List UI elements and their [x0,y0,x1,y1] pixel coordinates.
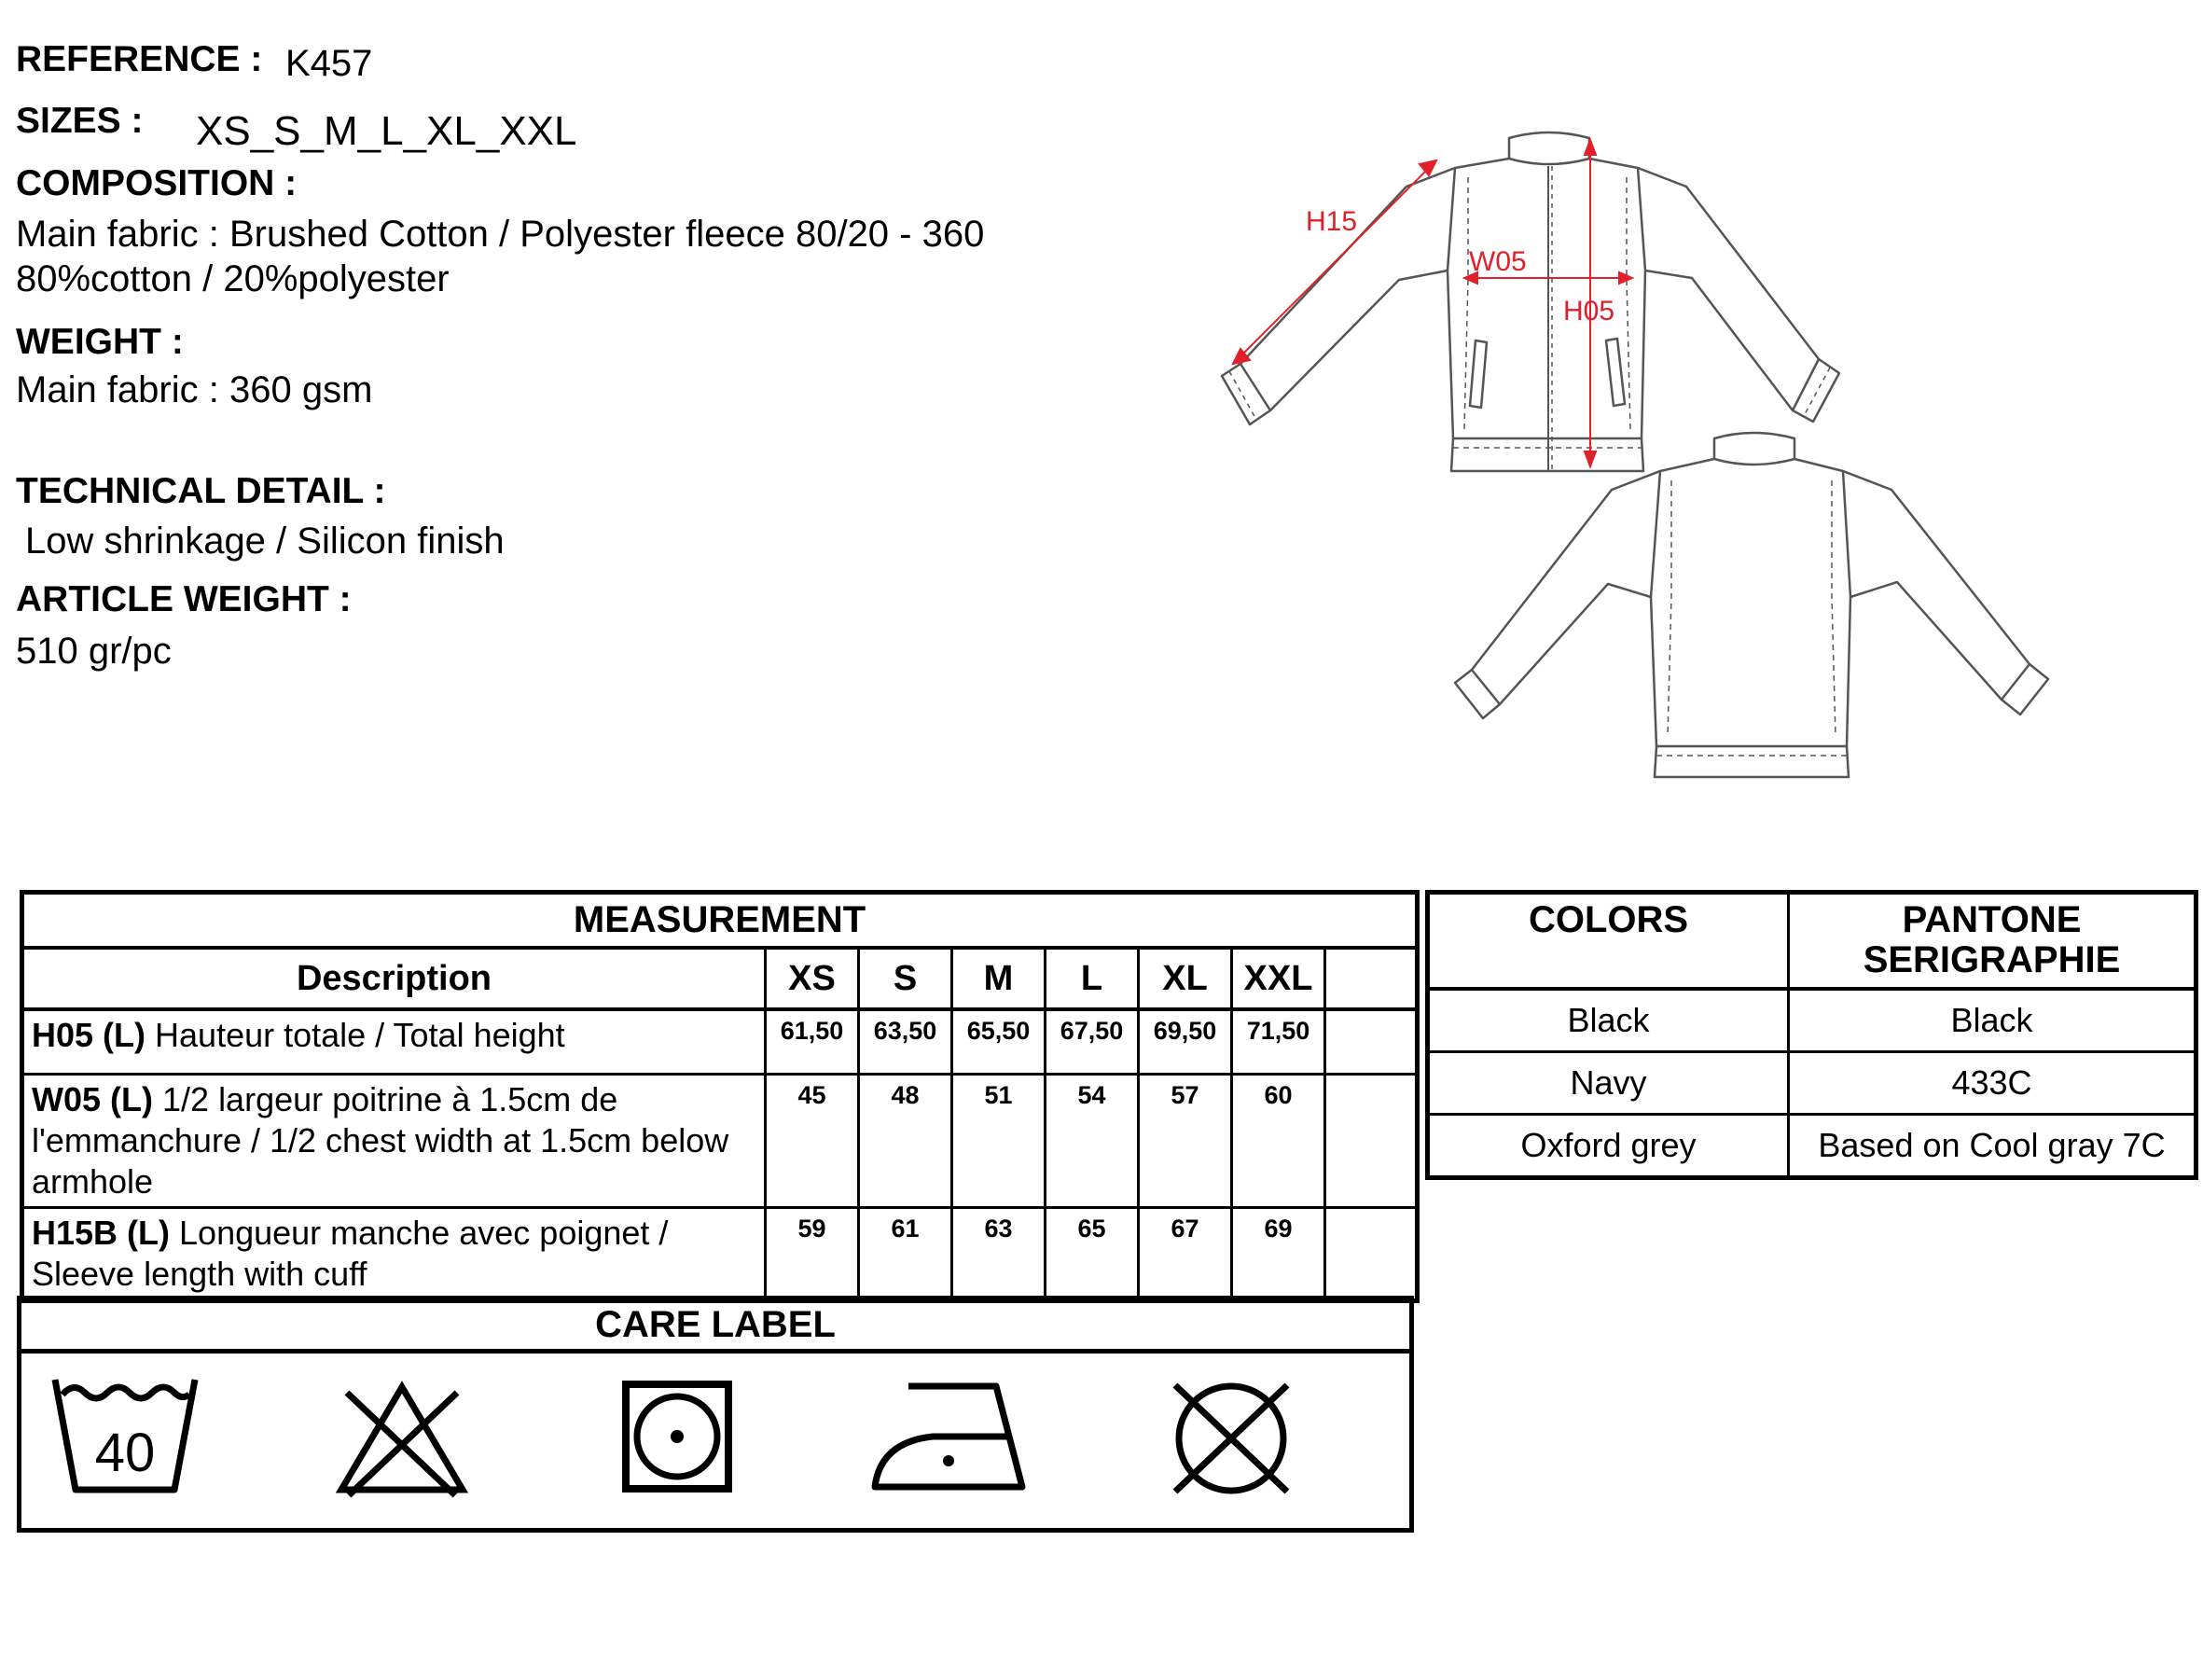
cell-value: 57 [1139,1075,1232,1208]
colors-header: COLORS [1428,893,1789,990]
cell-value: 45 [766,1075,859,1208]
cell-empty [1325,1075,1418,1208]
row-text: 1/2 largeur poitrine à 1.5cm de l'emmanchure / 1/2 chest width at 1.5cm below armhole [32,1080,729,1201]
technical-detail-label: TECHNICAL DETAIL : [16,471,386,511]
cell-value: 61 [859,1208,952,1301]
h15-arrow-head-bottom [1233,349,1250,364]
row-code: H15B (L) [32,1214,171,1252]
color-name: Oxford grey [1428,1115,1789,1178]
size-header-xl: XL [1139,948,1232,1009]
color-row [1428,1052,2196,1115]
size-header-empty [1325,948,1418,1009]
color-row [1428,989,2196,1052]
weight-value: Main fabric : 360 gsm [16,369,373,410]
care-label-title: CARE LABEL [21,1300,1409,1354]
row-text: Longueur manche avec poignet / Sleeve length with cuff [32,1214,669,1293]
wash-temperature: 40 [94,1423,156,1483]
cell-value: 65 [1046,1208,1139,1301]
colors-table [1425,890,2198,1180]
cell-value: 69,50 [1139,1009,1232,1075]
weight-label: WEIGHT : [16,322,184,362]
h05-label: H05 [1563,296,1615,326]
size-header-xs: XS [766,948,859,1009]
jacket-technical-drawing [1212,117,2089,788]
cell-value: 69 [1232,1208,1325,1301]
row-text: Hauteur totale / Total height [155,1016,565,1054]
color-name: Navy [1428,1052,1789,1115]
cell-value: 65,50 [952,1009,1046,1075]
h15-label: H15 [1306,206,1358,237]
h05-arrow-head-bottom [1585,451,1596,466]
reference-label: REFERENCE : [16,39,263,79]
pantone-header-line1: PANTONE [1902,899,2082,940]
size-header-l: L [1046,948,1139,1009]
cell-value: 59 [766,1208,859,1301]
measurement-table [20,890,1420,1303]
cell-value: 60 [1232,1075,1325,1208]
technical-detail-value: Low shrinkage / Silicon finish [25,521,505,562]
tumble-dry-low-icon [621,1380,733,1493]
cell-value: 63 [952,1208,1046,1301]
color-name: Black [1428,989,1789,1052]
w05-label: W05 [1469,246,1527,277]
cell-value: 67 [1139,1208,1232,1301]
cell-empty [1325,1208,1418,1301]
composition-line-2: 80%cotton / 20%polyester [16,258,450,299]
h15-arrow-line [1233,160,1436,364]
iron-low-icon [867,1377,1032,1496]
row-code: W05 (L) [32,1080,153,1118]
description-header: Description [22,948,766,1009]
cell-empty [1325,1009,1418,1075]
w05-arrow-head-right [1619,272,1632,284]
size-header-m: M [952,948,1046,1009]
row-description [22,1208,766,1301]
article-weight-value: 510 gr/pc [16,631,172,672]
row-description [22,1009,766,1075]
wash-40-icon [49,1374,201,1505]
table-row [22,1075,1418,1208]
cell-value: 54 [1046,1075,1139,1208]
reference-value: K457 [285,43,373,84]
color-row [1428,1115,2196,1178]
sizes-value: XS_S_M_L_XL_XXL [196,108,577,154]
no-bleach-icon [334,1380,470,1499]
sizes-label: SIZES : [16,101,144,141]
no-dry-clean-icon [1166,1378,1296,1499]
care-label-box [17,1296,1414,1533]
pantone-value: Based on Cool gray 7C [1789,1115,2196,1178]
composition-label: COMPOSITION : [16,163,298,203]
cell-value: 63,50 [859,1009,952,1075]
article-weight-label: ARTICLE WEIGHT : [16,579,352,619]
pantone-value: Black [1789,989,2196,1052]
pantone-header-line2: SERIGRAPHIE [1863,939,2121,980]
size-header-xxl: XXL [1232,948,1325,1009]
cell-value: 61,50 [766,1009,859,1075]
cell-value: 48 [859,1075,952,1208]
table-row [22,1009,1418,1075]
h05-arrow-head-top [1585,140,1596,155]
pantone-value: 433C [1789,1052,2196,1115]
jacket-front-view [1222,132,1839,471]
cell-value: 67,50 [1046,1009,1139,1075]
pantone-header [1789,893,2196,990]
composition-line-1: Main fabric : Brushed Cotton / Polyester fleece 80/20 - 360 [16,214,985,255]
size-header-s: S [859,948,952,1009]
table-row [22,1208,1418,1301]
row-description [22,1075,766,1208]
cell-value: 51 [952,1075,1046,1208]
row-code: H05 (L) [32,1016,146,1054]
cell-value: 71,50 [1232,1009,1325,1075]
jacket-back-view [1455,433,2048,777]
h15-arrow-head-top [1420,160,1436,175]
measurement-title: MEASUREMENT [22,893,1418,949]
